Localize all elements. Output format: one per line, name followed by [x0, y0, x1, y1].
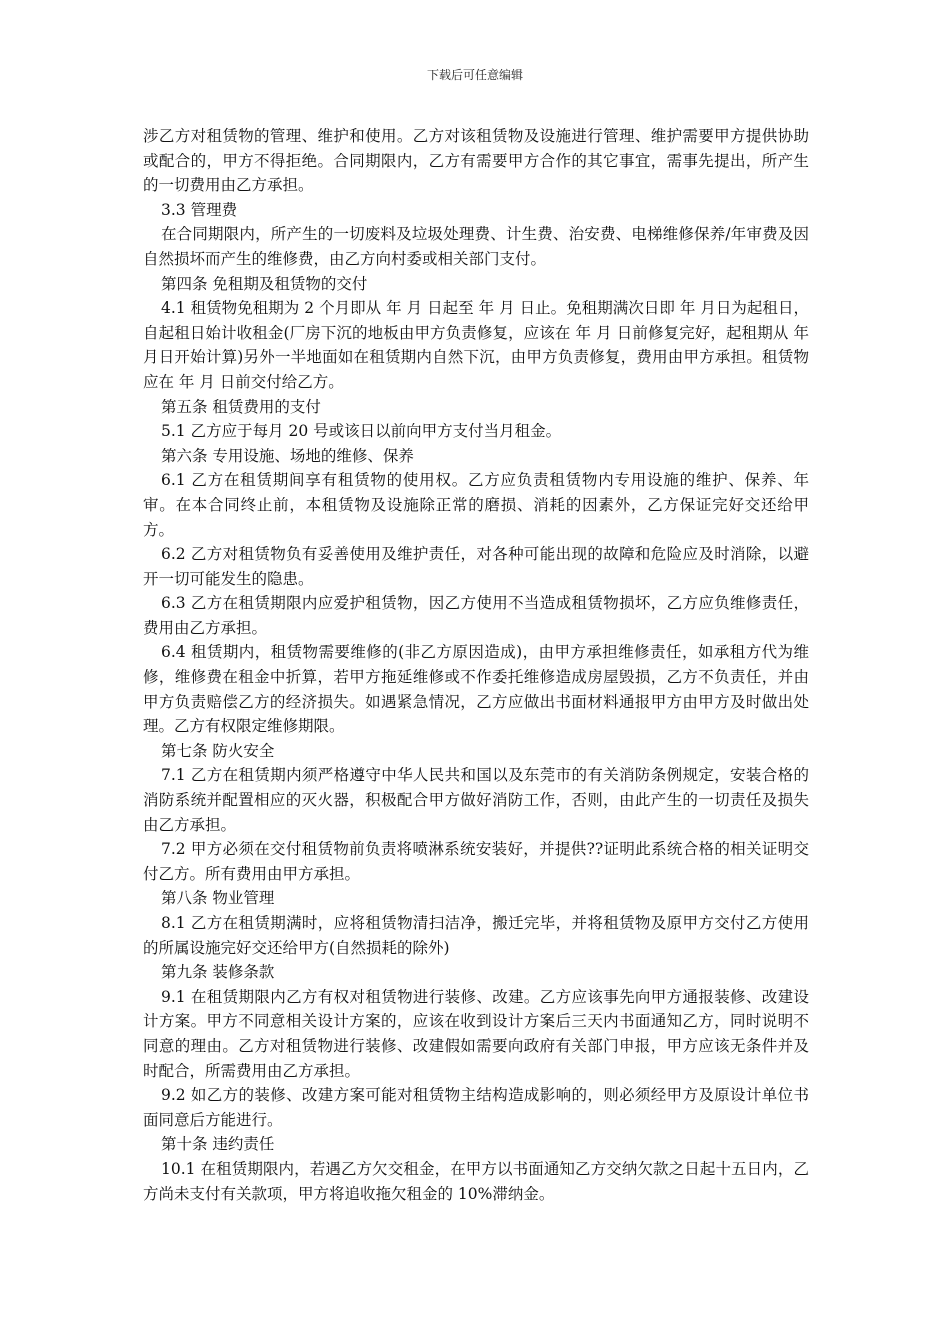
paragraph: 6.2 乙方对租赁物负有妥善使用及维护责任，对各种可能出现的故障和危险应及时消除，以避开一切可能发生的隐患。: [143, 545, 809, 588]
paragraph: 涉乙方对租赁物的管理、维护和使用。乙方对该租赁物及设施进行管理、维护需要甲方提供协助或配合的，甲方不得拒绝。合同期限内，乙方有需要甲方合作的其它事宜，需事先提出，所产生的一切费用由乙方承担。: [143, 127, 809, 195]
article-heading: 第四条 免租期及租赁物的交付: [161, 274, 368, 293]
paragraph: 7.2 甲方必须在交付租赁物前负责将喷淋系统安装好，并提供??证明此系统合格的相关证明交付乙方。所有费用由甲方承担。: [143, 840, 809, 883]
paragraph: 7.1 乙方在租赁期内须严格遵守中华人民共和国以及东莞市的有关消防条例规定，安装合格的消防系统并配置相应的灭火器，积极配合甲方做好消防工作，否则，由此产生的一切责任及损失由乙方承担。: [143, 766, 809, 834]
paragraph: 6.1 乙方在租赁期间享有租赁物的使用权。乙方应负责租赁物内专用设施的维护、保养、年审。在本合同终止前，本租赁物及设施除正常的磨损、消耗的因素外，乙方保证完好交还给甲方。: [143, 471, 809, 539]
article-heading: 第五条 租赁费用的支付: [161, 397, 321, 416]
paragraph: 5.1 乙方应于每月 20 号或该日以前向甲方支付当月租金。: [161, 422, 562, 441]
article-heading: 第九条 装修条款: [161, 963, 275, 982]
article-heading: 第七条 防火安全: [161, 741, 275, 760]
paragraph: 9.2 如乙方的装修、改建方案可能对租赁物主结构造成影响的，则必须经甲方及原设计单位书面同意后方能进行。: [143, 1086, 809, 1129]
paragraph: 10.1 在租赁期限内，若遇乙方欠交租金，在甲方以书面通知乙方交纳欠款之日起十五日内，乙方尚未支付有关款项，甲方将追收拖欠租金的 10%滞纳金。: [143, 1159, 809, 1203]
paragraph: 6.4 租赁期内，租赁物需要维修的(非乙方原因造成)，由甲方承担维修责任，如承租方代为维修，维修费在租金中折算，若甲方拖延维修或不作委托维修造成房屋毁损，乙方不负责任，并由甲方负责赔偿乙方的经济损失。如遇紧急情况，乙方应做出书面材料通报甲方由甲方及时做出处理。乙方有权限定维修期限。: [143, 643, 809, 736]
paragraph: 9.1 在租赁期限内乙方有权对租赁物进行装修、改建。乙方应该事先向甲方通报装修、改建设计方案。甲方不同意相关设计方案的，应该在收到设计方案后三天内书面通知乙方，同时说明不同意的理由。乙方对租赁物进行装修、改建假如需要向政府有关部门申报，甲方应该无条件并及时配合，所需费用由乙方承担。: [143, 987, 809, 1080]
paragraph: 在合同期限内，所产生的一切废料及垃圾处理费、计生费、治安费、电梯维修保养/年审费及因自然损坏而产生的维修费，由乙方向村委或相关部门支付。: [143, 225, 809, 268]
paragraph: 6.3 乙方在租赁期限内应爱护租赁物，因乙方使用不当造成租赁物损坏，乙方应负维修责任，费用由乙方承担。: [143, 594, 809, 637]
paragraph: 8.1 乙方在租赁期满时，应将租赁物清扫洁净，搬迁完毕，并将租赁物及原甲方交付乙方使用的所属设施完好交还给甲方(自然损耗的除外): [143, 914, 809, 957]
article-heading: 第六条 专用设施、场地的维修、保养: [161, 446, 414, 465]
article-heading: 第八条 物业管理: [161, 889, 275, 908]
document-body: [143, 124, 809, 1206]
article-heading: 第十条 违约责任: [161, 1135, 275, 1154]
clause-heading: 3.3 管理费: [161, 200, 238, 219]
paragraph: 4.1 租赁物免租期为 2 个月即从 年 月 日起至 年 月 日止。免租期满次日即 年 月日为起租日，自起租日始计收租金(厂房下沉的地板由甲方负责修复，应该在 年 月 日前修复完好，起租期从 年 月日开始计算)另外一半地面如在租赁期内自然下沉，由甲方负责修复，费用由甲方承担。租赁物应在 年 月 日前交付给乙方。: [143, 299, 809, 391]
page-header: 下载后可任意编辑: [426, 68, 523, 82]
